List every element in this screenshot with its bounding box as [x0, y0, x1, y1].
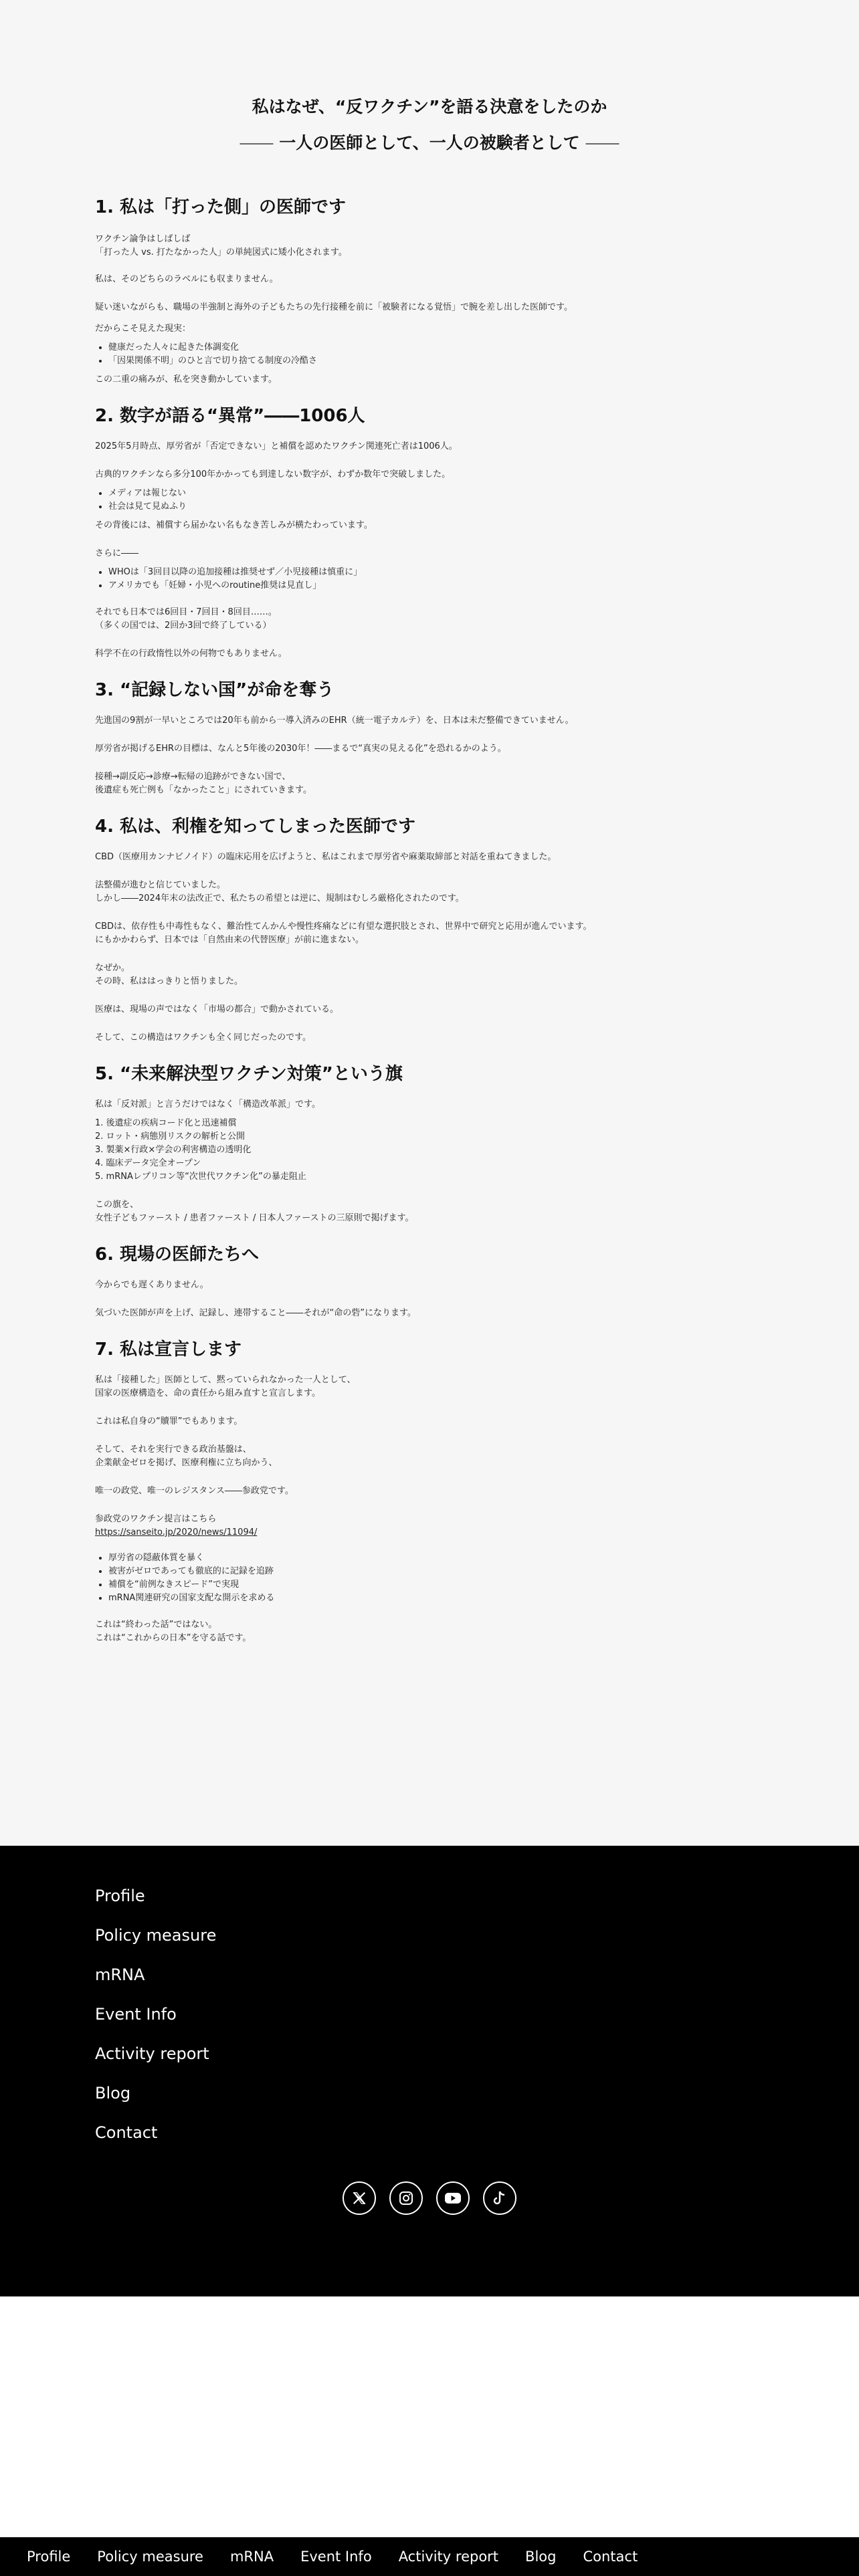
bottom-nav-bar: [0, 2537, 859, 2576]
bottom-link-contact[interactable]: Contact: [583, 2549, 638, 2565]
list-item: 2. ロット・病態別リスクの解析と公開: [95, 1132, 246, 1142]
x-button[interactable]: [343, 2181, 376, 2215]
list-item: • mRNA関連研究の国家支配な開示を求める: [108, 1592, 764, 1605]
list-item: • 厚労省の隠蔽体質を暴く: [108, 1551, 764, 1565]
s7-p6b: これは“これからの日本”を守る話です。: [95, 1633, 252, 1643]
bottom-link-blog[interactable]: Blog: [525, 2549, 557, 2565]
s7-p6a: これは“終わった話”ではない。: [95, 1620, 217, 1630]
x-icon: [352, 2191, 367, 2206]
s2-p4: さらに――: [95, 548, 139, 558]
page-subtitle: [95, 131, 764, 155]
list-item: • 補償を“前例なきスピード”で実現: [108, 1578, 764, 1592]
s4-p3b: にもかかわらず、日本では「自然由来の代替医療」が前に進まない。: [95, 935, 364, 945]
subtitle-dash-left: ――: [240, 133, 274, 152]
s4-p5: 医療は、現場の声ではなく「市場の都合」で動かされている。: [95, 1004, 339, 1014]
s7-bullets: [95, 1551, 764, 1605]
s7-p3a: そして、それを実行できる政治基盤は、: [95, 1444, 252, 1455]
s2-p3: その背後には、補償すら届かない名もなき苦しみが横たわっています。: [95, 520, 373, 530]
page-title: 私はなぜ、“反ワクチン”を語る決意をしたのか: [252, 97, 607, 116]
social-links: [0, 2181, 859, 2215]
list-item: 1. 後遺症の疾病コード化と迅速補償: [95, 1118, 237, 1128]
article-content: [95, 95, 764, 1645]
s2-p5b: （多くの国では、2回か3回で終了している）: [95, 621, 272, 631]
list-item: • 社会は見て見ぬふり: [108, 500, 764, 514]
list-item: 3. 製薬×行政×学会の利害構造の透明化: [95, 1145, 252, 1155]
tiktok-icon: [492, 2190, 507, 2206]
bottom-link-mrna[interactable]: mRNA: [229, 2549, 274, 2565]
section-5-heading: 5. “未来解決型ワクチン対策”という旗: [95, 1064, 403, 1084]
list-item: 5. mRNAレプリコン等“次世代ワクチン化”の暴走阻止: [95, 1172, 306, 1182]
section-4-heading: 4. 私は、利権を知ってしまった医師です: [95, 817, 416, 837]
tiktok-button[interactable]: [483, 2181, 516, 2215]
footer-link-event-info[interactable]: Event Info: [95, 2005, 177, 2024]
footer-link-contact[interactable]: Contact: [95, 2123, 158, 2142]
footer-link-profile[interactable]: Profile: [95, 1887, 145, 1905]
s7-p1b: 国家の医療構造を、命の責任から組み直すと宣言します。: [95, 1388, 320, 1398]
s4-p4b: その時、私ははっきりと悟りました。: [95, 976, 244, 986]
instagram-icon: [398, 2190, 414, 2206]
s1-p5: この二重の痛みが、私を突き動かしています。: [95, 374, 277, 385]
s5-p1: 私は「反対派」と言うだけではなく「構造改革派」です。: [95, 1099, 320, 1109]
s5-numbered-list: [95, 1117, 764, 1184]
section-7-heading: 7. 私は宣言します: [95, 1339, 242, 1360]
subtitle-text: 一人の医師として、一人の被験者として: [279, 133, 580, 152]
s3-p1: 先進国の9割が一早いところでは20年も前から一導入済みのEHR（統一電子カルテ）を、日本は未だ整備できていません。: [95, 716, 574, 726]
s4-p6: そして、この構造はワクチンも全く同じだったのです。: [95, 1033, 312, 1043]
list-item: • WHOは「3回目以降の追加接種は推奨せず／小児接種は慎重に」: [108, 566, 764, 579]
bottom-link-policy-measure[interactable]: Policy measure: [97, 2549, 203, 2565]
bottom-link-event-info[interactable]: Event Info: [300, 2549, 372, 2565]
s7-p4: 唯一の政党、唯一のレジスタンス――参政党です。: [95, 1486, 294, 1496]
list-item: • アメリカでも「妊婦・小児へのroutine推奨は見直し」: [108, 579, 764, 593]
list-item: 4. 臨床データ完全オープン: [95, 1158, 201, 1168]
s2-p1: 2025年5月時点、厚労省が「否定できない」と補償を認めたワクチン関連死亡者は1006人。: [95, 441, 458, 451]
list-item: • 「因果関係不明」のひと言で切り捨てる制度の冷酷さ: [108, 354, 764, 368]
sanseito-vaccine-link[interactable]: https://sanseito.jp/2020/news/11094/: [95, 1527, 258, 1537]
s3-p3a: 接種→副反応→診療→転帰の追跡ができない国で、: [95, 772, 291, 782]
s2-bullets-2: [95, 566, 764, 593]
footer-link-mrna[interactable]: mRNA: [95, 1965, 145, 1984]
s1-p2: 私は、そのどちらのラベルにも収まりません。: [95, 274, 278, 284]
bottom-link-profile[interactable]: Profile: [27, 2549, 71, 2565]
list-item: • 被害がゼロであっても徹底的に記録を追跡: [108, 1565, 764, 1578]
list-item: • 健康だった人々に起きた体調変化: [108, 341, 764, 354]
s6-p1: 今からでも遅くありません。: [95, 1280, 209, 1290]
section-1-heading: 1. 私は「打った側」の医師です: [95, 197, 347, 217]
s7-p3b: 企業献金ゼロを掲げ、医療利権に立ち向かう、: [95, 1458, 278, 1468]
bottom-link-activity-report[interactable]: Activity report: [398, 2549, 499, 2565]
s4-p4a: なぜか。: [95, 963, 130, 973]
s1-p1b: 「打った人 vs. 打たなかった人」の単純図式に矮小化されます。: [95, 247, 347, 257]
list-item: • メディアは報じない: [108, 487, 764, 500]
s1-p3: 疑い迷いながらも、職場の半強制と海外の子どもたちの先行接種を前に「被験者になる覚悟」で腕を差し出した医師です。: [95, 302, 573, 312]
footer-link-blog[interactable]: Blog: [95, 2084, 131, 2103]
section-6-heading: 6. 現場の医師たちへ: [95, 1245, 260, 1265]
footer: [0, 1846, 859, 2296]
s3-p2: 厚労省が掲げるEHRの目標は、なんと5年後の2030年！――まるで“真実の見える化”を恐れるかのよう。: [95, 744, 506, 754]
s4-p2b: しかし――2024年末の法改正で、私たちの希望とは逆に、規制はむしろ厳格化されたのです。: [95, 893, 464, 903]
s1-p1a: ワクチン論争はしばしば: [95, 234, 191, 244]
s7-p2: これは私自身の“贖罪”でもあります。: [95, 1416, 243, 1426]
subtitle-dash-right: ――: [585, 133, 619, 152]
s2-p6: 科学不在の行政惰性以外の何物でもありません。: [95, 649, 287, 659]
s6-p2: 気づいた医師が声を上げ、記録し、連帯すること――それが“命の砦”になります。: [95, 1308, 416, 1318]
section-2-heading: 2. 数字が語る“異常”――1006人: [95, 406, 365, 426]
s5-p2b: 女性子どもファースト / 患者ファースト / 日本人ファーストの三原則で掲げます。: [95, 1213, 414, 1223]
instagram-button[interactable]: [389, 2181, 423, 2215]
footer-nav: [95, 1886, 216, 2162]
s7-link-wrap: [95, 1526, 764, 1539]
s2-bullets-1: [95, 487, 764, 514]
s2-p5a: それでも日本では6回目・7回目・8回目……。: [95, 607, 277, 617]
s1-p4: だからこそ見えた現実：: [95, 324, 191, 334]
s4-p3a: CBDは、依存性も中毒性もなく、難治性てんかんや慢性疼痛などに有望な選択肢とされ、世界中で研究と応用が進んでいます。: [95, 922, 592, 932]
s7-p1a: 私は「接種した」医師として、黙っていられなかった一人として、: [95, 1375, 356, 1385]
s5-p2a: この旗を、: [95, 1200, 139, 1210]
s7-p5: 参政党のワクチン提言はこちら: [95, 1514, 217, 1524]
footer-link-activity-report[interactable]: Activity report: [95, 2044, 209, 2063]
section-3-heading: 3. “記録しない国”が命を奪う: [95, 680, 335, 700]
s4-p1: CBD（医療用カンナビノイド）の臨床応用を広げようと、私はこれまで厚労省や麻薬取締部と対話を重ねてきました。: [95, 852, 557, 862]
footer-link-policy-measure[interactable]: Policy measure: [95, 1926, 217, 1945]
s4-p2a: 法整備が進むと信じていました。: [95, 880, 226, 890]
s2-p2: 古典的ワクチンなら多分100年かかっても到達しない数字が、わずか数年で突破しました。: [95, 469, 451, 479]
s3-p3b: 後遺症も死亡例も「なかったこと」にされていきます。: [95, 785, 312, 795]
youtube-icon: [444, 2191, 462, 2205]
youtube-button[interactable]: [436, 2181, 470, 2215]
s1-bullets: [95, 341, 764, 368]
